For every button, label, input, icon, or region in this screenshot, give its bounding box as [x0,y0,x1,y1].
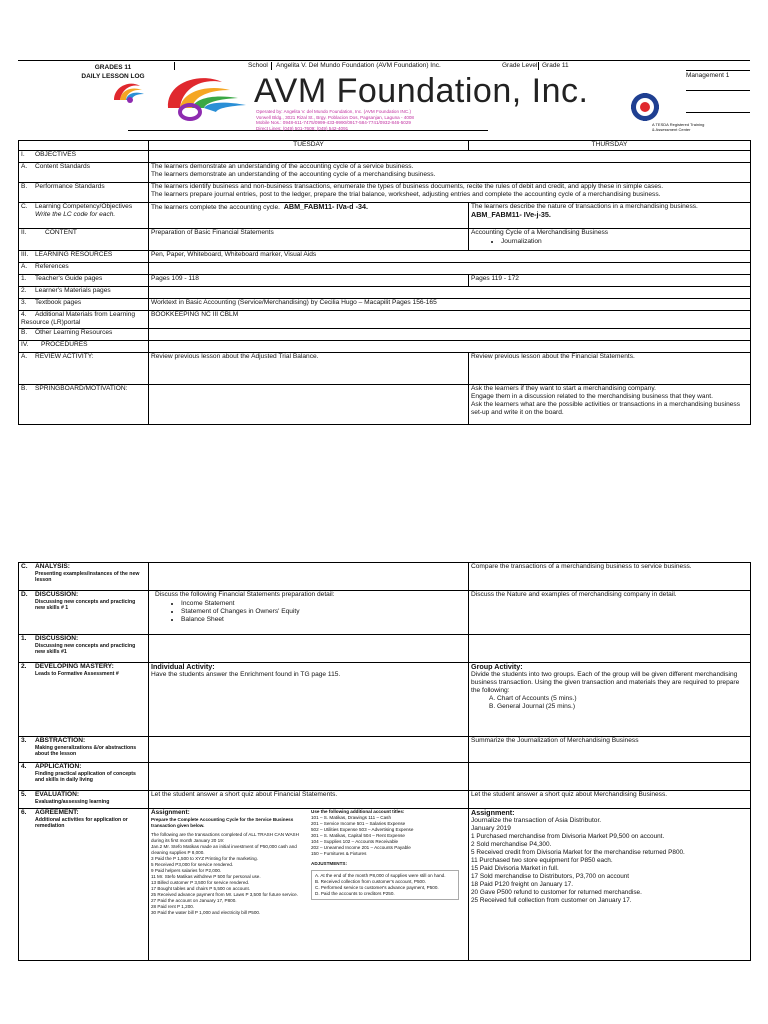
text-line: 25 Received full collection from customer on January 17. [471,897,632,904]
list-item: A. Chart of Accounts (5 mins.) [497,695,748,703]
discussion-label: D. DISCUSSION: Discussing new concepts and practicing new skills # 1 [19,591,149,635]
learners-materials-label: 2. Learner's Materials pages [19,287,149,299]
text-line: The learners prepare journal entries, post to the ledger, prepare the trial balance, worksheet, adjusting entries and complete the accounting cycle of a merchandising business. [151,191,661,198]
other-resources-label: B. Other Learning Resources [19,329,149,341]
other-resources-row [19,329,751,341]
springboard-thursday [469,385,751,425]
text-line: 25 Received advance payment from Mr. Laws P 3,500 for future service. [151,892,298,897]
brand-address [256,109,414,131]
procedures-row [19,341,751,353]
application-row [19,763,751,791]
subject-fragment: Management 1 [686,72,730,79]
text-line: 15 Paid Divisoria Market in full. [471,865,559,872]
competency-row [19,203,751,229]
review-tuesday: Review previous lesson about the Adjusted Trial Balance. [149,353,469,385]
learning-resources-row [19,251,751,263]
developing-tuesday: Individual Activity: Have the students answer the Enrichment found in TG page 115. [149,663,469,737]
text-line: 30 Paid the water bill P 1,000 and electricity bill P500. [151,910,261,915]
references-label: A. References [19,263,149,275]
school-value: Angelita V. Del Mundo Foundation (AVM Foundation) Inc. [276,62,441,69]
content-tuesday: Preparation of Basic Financial Statements [149,229,469,251]
empty-cell [469,763,751,791]
text-line: D. Paid the accounts to creditors P250. [315,891,395,896]
text-line: The following are the transactions completed of ALL TRASH CAN WASH during its first month January 20 19: [151,832,299,843]
document-header [18,60,750,136]
empty-cell [149,341,751,353]
list-item: • Statement of Changes in Owners' Equity [181,608,466,616]
school-logo-icon [110,78,150,106]
text-line: 11 Mr. Stefo Matikas withdrew P 500 for personal use. [151,874,261,879]
text-line: The learners identify business and non-business transactions, enumerate the types of business documents, recite the rules of debit and credit, and apply these in simple cases. [151,183,664,190]
application-label: 4. APPLICATION: Finding practical application of concepts and skills in daily living [19,763,149,791]
discussion2-label: 1. DISCUSSION: Discussing new concepts and practicing new skills #1 [19,635,149,663]
text-line: 202 – Unearned Income 201 – Accounts Payable [311,845,411,850]
text-line: The learners demonstrate an understanding of the accounting cycle of a merchandising business. [151,171,436,178]
springboard-row [19,385,751,425]
text-line: 17 Bought tables and chairs P 5,500 on account. [151,886,251,891]
discussion-row [19,591,751,635]
empty-cell [149,385,469,425]
content-thursday: Accounting Cycle of a Merchandising Business • Journalization [469,229,751,251]
empty-cell [19,141,149,151]
content-row [19,229,751,251]
assignment-accounts: Use the following additional account titles: 101 – S. Matikas, Drawings 111 – Cash 201 – Service Income 501 – Salaries Expense 502 – Utilities Expense 503 – Advertising Expense 301 – S. Matikas, Capital 504 – Rent Expense 104 – Supplies 102 – Accounts Receivable 202 – Unearned Income 201 – Accounts Payable 150 – Furnitures & Fixtures ADJUSTMENTS: A. At the end of the month P8,000 of supplies were still on hand. B. Received collection from customer's account, P500. C. Performed service to customer's advance payment, P500. D. Paid the accounts to creditors P250. [311,809,469,900]
evaluation-tuesday: Let the student answer a short quiz about Financial Statements. [149,791,469,809]
analysis-label: C. ANALYSIS: Presenting examples/instances of the new lesson [19,563,149,591]
empty-cell [469,635,751,663]
agreement-label: 6. AGREEMENT: Additional activities for application or remediation [19,809,149,961]
empty-cell [149,763,469,791]
performance-standards-label: B. Performance Standards [19,183,149,203]
text-line: A. At the end of the month P8,000 of supplies were still on hand. [315,873,446,878]
text-line: Ask the learners if they want to start a merchandising company. [471,385,656,392]
springboard-label: B. SPRINGBOARD/MOTIVATION: [19,385,149,425]
text-line: Jan.2 Mr. Stefo Matikas made an initial investment of P50,000 cash and cleaning supplies P 8,000. [151,844,297,855]
learning-resources-value: Pen, Paper, Whiteboard, Whiteboard marker, Visual Aids [149,251,751,263]
competency-tuesday: The learners complete the accounting cycle. ABM_FABM11- IVa-d -34. [149,203,469,229]
tesda-caption-line: & Assessment Center [652,127,691,132]
review-label: A. REVIEW ACTIVITY: [19,353,149,385]
day-header-row [19,141,751,151]
text-line: 9 Paid helpers salaries for P2,000. [151,868,222,873]
brand-line: Mobile Nos.: 0948-611-7475/0999-433-9990/0917-584-7741/0932-846-5029 [256,120,411,125]
objectives-row [19,151,751,163]
text-line: 18 Paid P120 freight on January 17. [471,881,573,888]
evaluation-row [19,791,751,809]
agreement-row [19,809,751,961]
text-line: 104 – Supplies 102 – Accounts Receivable [311,839,399,844]
text-line: 2 Sold merchandise P4,300. [471,841,552,848]
performance-standards-value [149,183,751,203]
empty-cell [149,287,751,299]
additional-materials-row [19,311,751,329]
header-top-rule [18,60,750,61]
textbook-value: Worktext in Basic Accounting (Service/Merchandising) by Cecilia Hugo – Macapilit Pages 156-165 [149,299,751,311]
content-standards-value [149,163,751,183]
discussion2-row [19,635,751,663]
developing-row [19,663,751,737]
developing-thursday: Group Activity: Divide the students into two groups. Each of the group will be given different merchandising business transaction. Using the given transaction and materials they are required to prepare the following: A. Chart of Accounts (5 mins.) B. General Journal (25 mins.) [469,663,751,737]
daily-lesson-log-title: DAILY LESSON LOG [81,73,145,80]
empty-cell [149,329,751,341]
tesda-caption-line: A TESDA Registered Training [652,122,705,127]
review-thursday: Review previous lesson about the Financial Statements. [469,353,751,385]
text-line: Ask the learners what are the possible activities or transactions in a merchandising business set-up and write it on the board. [471,401,741,416]
header-rule [686,90,750,91]
content-label: II. CONTENT [19,229,149,251]
textbook-row [19,299,751,311]
grade-level-value: Grade 11 [542,62,569,69]
empty-cell [149,151,751,163]
header-divider [538,62,539,70]
analysis-row [19,563,751,591]
lesson-plan-table-top [18,140,751,425]
text-line: 201 – Service Income 501 – Salaries Expense [311,821,406,826]
agreement-tuesday [149,809,469,961]
textbook-label: 3. Textbook pages [19,299,149,311]
competency-thursday: The learners describe the nature of transactions in a merchandising business. ABM_FABM11- IVe-j-35. [469,203,751,229]
text-line: C. Performed service to customer's advance payment, P500. [315,885,439,890]
text-line: 20 Gave P500 refund to customer for returned merchandise. [471,889,642,896]
text-line: 28 Paid rent P 1,200. [151,904,195,909]
list-item: B. General Journal (25 mins.) [497,703,748,711]
grade-level-label: Grade Level [502,62,538,69]
empty-cell [149,263,751,275]
brand-name: AVM Foundation, Inc. [254,72,589,110]
abstraction-row [19,737,751,763]
learners-materials-row [19,287,751,299]
evaluation-thursday: Let the student answer a short quiz about Merchandising Business. [469,791,751,809]
developing-label: 2. DEVELOPING MASTERY: Leads to Formative Assessment # [19,663,149,737]
brand-line: Operated by: Angelita V. del Mundo Foundation, Inc. (AVM Foundation INC.) [256,109,411,114]
adjustments-title: ADJUSTMENTS: [311,861,347,866]
assignment-transactions: Assignment: Prepare the Complete Accounting Cycle for the Service Business transaction given below. The following are the transactions completed of ALL TRASH CAN WASH during its first month January 20 19: Jan.2 Mr. Stefo Matikas made an initial investment of P50,000 cash and cleaning supplies P 8,000. 3 Paid the P 1,500 to XYZ Printing for the marketing. 5 Received P3,000 for service rendered. 9 Paid helpers salaries for P2,000. 11 Mr. Stefo Matikas withdrew P 500 for personal use. 13 Billed customer P 3,500 for service rendered. 17 Bought tables and chairs P 5,500 on account. 25 Received advance payment from Mr. Laws P 3,500 for future service. 27 Paid the account on January 17, P800. 28 Paid rent P 1,200. 30 Paid the water bill P 1,000 and electricity bill P500. [151,809,301,916]
list-item: • Journalization [501,238,748,246]
competency-label: C. Learning Competency/Objectives Write the LC code for each. [19,203,149,229]
discussion-tuesday: Discuss the following Financial Statements preparation detail: • Income Statement • Statement of Changes in Owners' Equity • Balance Sheet [149,591,469,635]
additional-materials-value: BOOKKEEPING NC III CBLM [149,311,751,329]
avm-swirl-logo-icon [160,68,260,128]
text-line: 150 – Furnitures & Fixtures [311,851,367,856]
header-divider [271,62,272,70]
teachers-guide-tuesday: Pages 109 - 118 [149,275,469,287]
adjustments-box [311,870,459,900]
abstraction-label: 3. ABSTRACTION: Making generalizations &/or abstractions about the lesson [19,737,149,763]
text-line: The learners demonstrate an understanding of the accounting cycle of a service business. [151,163,414,170]
content-standards-label: A. Content Standards [19,163,149,183]
header-rule [686,70,750,71]
brand-line: Vorwell Bldg., 3021 Rizal St., Brgy. Poblacion Dos, Pagsanjan, Laguna - 4008 [256,114,414,120]
empty-cell [149,635,469,663]
tesda-seal-icon [630,92,660,122]
brand-line: Direct Lines: (049) 501-7609; (049) 542-4091 [256,125,349,131]
performance-standards-row [19,183,751,203]
abstraction-thursday: Summarize the Journalization of Merchandising Business [469,737,751,763]
agreement-thursday: Assignment: Journalize the transaction of Asia Distributor. January 2019 1 Purchased merchandise from Divisoria Market P9,500 on account. 2 Sold merchandise P4,300. 5 Received credit from Divisoria Market for the merchandise returned P800. 11 Purchased two store equipment for P850 each. 15 Paid Divisoria Market in full. 17 Sold merchandise to Distributors, P3,700 on account 18 Paid P120 freight on January 17. 20 Gave P500 refund to customer for returned merchandise. 25 Received full collection from customer on January 17. [469,809,751,961]
text-line: 5 Received credit from Divisoria Market for the merchandise returned P800. [471,849,685,856]
analysis-thursday: Compare the transactions of a merchandising business to service business. [469,563,751,591]
lesson-plan-table-bottom [18,562,751,961]
teachers-guide-row [19,275,751,287]
discussion-thursday: Discuss the Nature and examples of merchandising company in detail. [469,591,751,635]
content-standards-row [19,163,751,183]
list-item: • Income Statement [181,600,466,608]
competency-note: Write the LC code for each. [35,211,116,218]
objectives-label: I. OBJECTIVES [19,151,149,163]
learning-resources-label: III. LEARNING RESOURCES [19,251,149,263]
text-line: 101 – S. Matikas, Drawings 111 – Cash [311,815,392,820]
text-line: Engage them in a discussion related to the merchandising business that they want. [471,393,713,400]
procedures-label: IV. PROCEDURES [19,341,149,353]
text-line: 5 Received P3,000 for service rendered. [151,862,234,867]
text-line: 502 – Utilities Expense 503 – Advertising Expense [311,827,414,832]
teachers-guide-thursday: Pages 119 - 172 [469,275,751,287]
text-line: 27 Paid the account on January 17, P800. [151,898,237,903]
list-item: • Balance Sheet [181,616,466,624]
text-line: 13 Billed customer P 3,500 for service rendered. [151,880,250,885]
teachers-guide-label: 1. Teacher's Guide pages [19,275,149,287]
text-line: 1 Purchased merchandise from Divisoria Market P9,500 on account. [471,833,665,840]
evaluation-label: 5. EVALUATION: Evaluating/assessing learning [19,791,149,809]
additional-materials-label: 4. Additional Materials from Learning Resource (LR)portal [19,311,149,329]
empty-cell [149,737,469,763]
header-rule [686,112,750,113]
tuesday-header: TUESDAY [149,141,469,151]
text-line: 17 Sold merchandise to Distributors, P3,700 on account [471,873,630,880]
text-line: 11 Purchased two store equipment for P850 each. [471,857,613,864]
tesda-caption [652,122,704,132]
empty-cell [149,563,469,591]
text-line: 301 – S. Matikas, Capital 504 – Rent Expense [311,833,405,838]
text-line: 3 Paid the P 1,500 to XYZ Printing for the marketing. [151,856,258,861]
thursday-header: THURSDAY [469,141,751,151]
text-line: B. Received collection from customer's account, P500. [315,879,426,884]
school-label: School [248,62,268,69]
references-row [19,263,751,275]
review-row [19,353,751,385]
grades-label: GRADES 11 [94,64,132,71]
